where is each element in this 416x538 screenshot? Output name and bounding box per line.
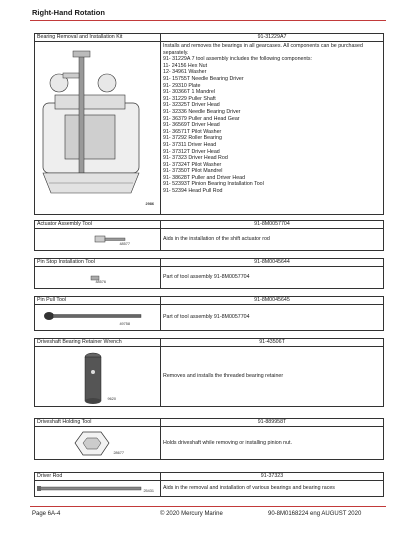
footer-rule <box>30 506 386 507</box>
pin-stop-tool-illustration <box>35 268 153 288</box>
tool-name: Bearing Removal and Installation Kit <box>35 34 161 42</box>
tool-name: Driveshaft Bearing Retainer Wrench <box>35 339 161 347</box>
tool-name: Driveshaft Holding Tool <box>35 419 161 427</box>
kit-component: 12- 34961 Washer <box>163 69 207 76</box>
kit-component: 91- 30366T 1 Mandrel <box>163 89 216 96</box>
tool-description: Aids in the installation of the shift actuator rod <box>161 229 384 251</box>
footer-document-id: 90-8M0168224 eng AUGUST 2020 <box>268 511 362 517</box>
tool-name: Pin Pull Tool <box>35 297 161 305</box>
kit-component: 91- 36569T Driver Head <box>163 122 220 129</box>
kit-component: 91- 52393T Pinion Bearing Installation Tool <box>163 181 264 188</box>
image-number: 48577 <box>119 242 130 247</box>
image-number: 48576 <box>95 280 106 285</box>
tool-image-cell <box>35 42 161 215</box>
header-rule <box>30 20 386 21</box>
tool-description: Removes and installs the threaded bearing retainer <box>161 347 384 407</box>
tool-part-number: 91-37323 <box>161 473 384 481</box>
tool-part-number: 91-889958T <box>161 419 384 427</box>
image-number: 28677 <box>113 451 124 456</box>
tool-description: Holds driveshaft while removing or installing pinion nut. <box>161 427 384 460</box>
tool-table-pin-pull <box>34 296 384 331</box>
tool-description: Part of tool assembly 91-8M0057704 <box>161 305 384 331</box>
kit-component: 91- 32325T Driver Head <box>163 102 220 109</box>
driver-rod-illustration <box>35 482 153 496</box>
section-title: Right-Hand Rotation <box>32 8 105 17</box>
kit-component: 91- 37311 Driver Head <box>163 141 217 148</box>
tool-table-driveshaft-holding <box>34 418 384 460</box>
tool-image-cell <box>35 481 161 497</box>
kit-component: 91- 32336 Needle Bearing Driver <box>163 108 241 115</box>
tool-part-number: 91-8M0057704 <box>161 221 384 229</box>
kit-component: 91- 37292 Roller Bearing <box>163 135 222 142</box>
image-number: 2986 <box>145 202 154 207</box>
tool-table-driver-rod <box>34 472 384 497</box>
kit-component: 11- 24156 Hex Nut <box>163 62 208 69</box>
tool-part-number: 91-8M0045644 <box>161 259 384 267</box>
tool-name: Actuator Assembly Tool <box>35 221 161 229</box>
retainer-wrench-illustration <box>35 348 153 406</box>
kit-component: 91- 37350T Pilot Mandrel <box>163 168 223 175</box>
footer-page-number: Page 6A-4 <box>32 511 61 517</box>
tool-image-cell <box>35 267 161 289</box>
bearing-kit-illustration <box>35 43 153 213</box>
footer-copyright: © 2020 Mercury Marine <box>160 511 223 517</box>
kit-summary: Installs and removes the bearings in all gearcases. All components can be purchased separately. <box>163 43 363 56</box>
image-number: 25431 <box>143 489 154 494</box>
kit-component: 91- 37312T Driver Head <box>163 148 220 155</box>
tool-table-actuator-assembly <box>34 220 384 251</box>
tool-image-cell <box>35 347 161 407</box>
actuator-tool-illustration <box>35 230 153 250</box>
kit-component: 91- 36379 Puller and Head Gear <box>163 115 240 122</box>
tool-table-retainer-wrench <box>34 338 384 407</box>
tool-part-number: 91-8M0045645 <box>161 297 384 305</box>
kit-component: 91- 31229 Puller Shaft <box>163 95 216 102</box>
tool-table-pin-stop <box>34 258 384 289</box>
image-number: 9620 <box>107 397 116 402</box>
tool-name: Pin Stop Installation Tool <box>35 259 161 267</box>
kit-component: 91- 38628T Puller and Driver Head <box>163 174 246 181</box>
image-number: 49758 <box>119 322 130 327</box>
tool-part-number: 91-31229A7 <box>161 34 384 42</box>
tool-image-cell <box>35 229 161 251</box>
tool-name: Driver Rod <box>35 473 161 481</box>
driveshaft-holding-tool-illustration <box>35 428 153 459</box>
tool-description: Aids in the removal and installation of various bearings and bearing races <box>161 481 384 497</box>
kit-component: 91- 29310 Plate <box>163 82 201 89</box>
tool-image-cell <box>35 427 161 460</box>
kit-component: 91- 37324T Pilot Washer <box>163 161 222 168</box>
pin-pull-tool-illustration <box>35 306 153 330</box>
tool-description: Part of tool assembly 91-8M0057704 <box>161 267 384 289</box>
tool-part-number: 91-43506T <box>161 339 384 347</box>
kit-component: 91- 15755T Needle Bearing Driver <box>163 75 244 82</box>
tool-image-cell <box>35 305 161 331</box>
kit-includes-line: 91- 31229A 7 tool assembly includes the following components: <box>163 56 312 63</box>
tool-description <box>161 42 384 215</box>
kit-component: 91- 36571T Pilot Washer <box>163 128 222 135</box>
tool-table-bearing-kit <box>34 33 384 215</box>
kit-component: 91- 52394 Head Pull Rod <box>163 188 223 195</box>
kit-component: 91- 37323 Driver Head Rod <box>163 155 228 162</box>
